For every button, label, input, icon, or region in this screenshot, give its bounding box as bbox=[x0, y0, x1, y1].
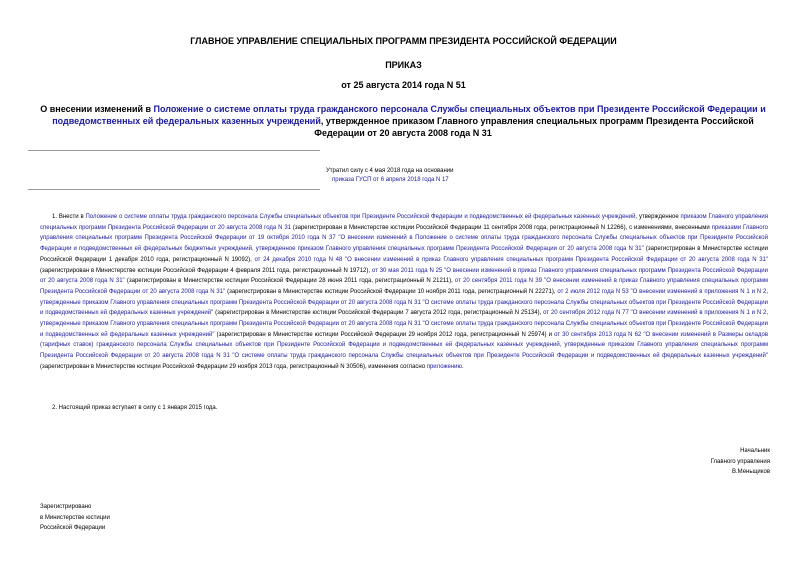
divider-line-top bbox=[28, 150, 320, 151]
signature-block bbox=[600, 446, 770, 478]
paragraph-1-text: (зарегистрирован в Министерстве юстиции Российской Федерации 29 ноября 2013 года, регистрационный N 30506), изменения согласно bbox=[40, 363, 427, 370]
registration-line-1: Зарегистрировано bbox=[40, 504, 92, 510]
paragraph-1-text: (зарегистрирован в Министерстве юстиции Российской Федерации 7 августа 2012 года, регистрационный N 25134), bbox=[213, 310, 544, 317]
paragraph-1-link[interactable]: от 24 декабря 2010 года N 48 "О внесении изменений в приказ Главного управления специальных программ Президента Российской Федерации от 20 августа 2008 года N 31" bbox=[254, 256, 768, 263]
divider-line-bottom bbox=[28, 189, 320, 190]
paragraph-1-text: . bbox=[462, 363, 464, 370]
subject-prefix: О внесении изменений в bbox=[40, 104, 154, 114]
paragraph-1-text: (зарегистрирован в Министерстве юстиции Российской Федерации 29 ноября 2012 года, регистрационный N 25974) и bbox=[214, 331, 555, 338]
paragraph-1-text: (зарегистрирован в Министерстве юстиции Российской Федерации 10 ноября 2011 года, регистрационный N 22271), bbox=[225, 288, 558, 295]
paragraph-1-link[interactable]: от 2 июля 2012 года N 53 "О внесении изменений в приложения N 1 и N 2, утвержденные приказом Главного управления специальных программ Президента Российской Федерации от 20 августа 2008 года N 31 "О системе оплаты труда гражданского персонала Службы специальных объектов при Президенте Российской Федерации и подведомственных ей федеральных казенных учреждений" bbox=[40, 288, 768, 317]
signature-position: Начальник bbox=[740, 448, 770, 454]
repeal-status-note bbox=[326, 167, 526, 185]
paragraph-1-text: 1. Внести в bbox=[52, 214, 86, 220]
registration-line-3: Российской Федерации bbox=[40, 525, 106, 531]
paragraph-1-link[interactable]: от 30 сентября 2013 года N 62 "О внесении изменений в Размеры окладов (тарифных ставок) гражданского персонала Службы специальных объектов при Президенте Российской Федерации и подведомственных ей федеральных казенных учреждений, утвержденные приказом Главного управления специальных программ Президента Российской Федерации от 20 августа 2008 года N 31 "О системе оплаты труда гражданского персонала Службы специальных объектов при Президенте Российской Федерации и подведомственных ей федеральных казенных учреждений" bbox=[40, 331, 769, 360]
repeal-order-link[interactable]: приказа ГУСП от 6 апреля 2018 года N 17 bbox=[332, 177, 449, 183]
paragraph-1-text: , утвержденное bbox=[635, 214, 681, 220]
paragraph-1-text: (зарегистрирован в Министерстве юстиции Российской Федерации 4 февраля 2011 года, регистрационный N 19712), bbox=[40, 267, 372, 274]
signature-department: Главного управления bbox=[710, 458, 770, 465]
order-date-number: от 25 августа 2014 года N 51 bbox=[341, 80, 466, 90]
paragraph-1-link[interactable]: приказами Главного управления специальных программ Президента Российской Федерации от 19 октября 2010 года N 37 "О внесении изменений в Положение о системе оплаты труда гражданского персонала Службы специальных объектов при Президенте Российской Федерации и подведомственных ей федеральных бюджетных учреждений, утвержденное приказом Главного управления специальных программ Президента Российской Федерации от 20 августа 2008 года N 31" bbox=[40, 224, 768, 253]
paragraph-1-text: (зарегистрирован в Министерстве юстиции Российской Федерации 1 декабря 2010 года, регистрационный N 19092), bbox=[40, 246, 768, 263]
repeal-status-text: Утратил силу с 4 мая 2018 года на основании bbox=[326, 168, 454, 174]
document-type: ПРИКАЗ bbox=[385, 60, 422, 70]
header-title: ГЛАВНОЕ УПРАВЛЕНИЕ СПЕЦИАЛЬНЫХ ПРОГРАММ ПРЕЗИДЕНТА РОССИЙСКОЙ ФЕДЕРАЦИИ bbox=[190, 36, 617, 46]
paragraph-1-link[interactable]: от 20 сентября 2012 года N 77 "О внесении изменений в приложения N 1 и N 2, утвержденные приказом Главного управления специальных программ Президента Российской Федерации от 20 августа 2008 года N 31 "О системе оплаты труда гражданского персонала Службы специальных объектов при Президенте Российской Федерации и подведомственных ей федеральных казенных учреждений" bbox=[40, 310, 768, 338]
paragraph-1-link[interactable]: приложению bbox=[426, 363, 463, 370]
paragraph-1-link[interactable]: от 20 сентября 2011 года N 39 "О внесении изменений в приказ Главного управления специальных программ Президента Российской Федерации от 20 августа 2008 года N 31" bbox=[40, 278, 768, 295]
subject-suffix: , утвержденное приказом Главного управления специальных программ Президента Российской Федерации от 20 августа 2008 года N 31 bbox=[314, 116, 754, 138]
paragraph-1-link[interactable]: Положение о системе оплаты труда гражданского персонала Службы специальных объектов при Президенте Российской Федерации и подведомственных ей федеральных казенных учреждений bbox=[85, 214, 636, 220]
paragraph-1-text: (зарегистрирован в Министерстве юстиции Российской Федерации 28 июня 2011 года, регистрационный N 21211), bbox=[124, 278, 455, 285]
paragraph-1-text: (зарегистрирован в Министерстве юстиции Российской Федерации 11 сентября 2008 года, регистрационный N 12266), с изменениями, внесенными bbox=[291, 224, 712, 231]
order-subject bbox=[28, 103, 778, 139]
paragraph-1-link[interactable]: приказом Главного управления специальных программ Президента Российской Федерации от 20 августа 2008 года N 31 bbox=[40, 214, 768, 231]
paragraph-1 bbox=[40, 212, 768, 373]
registration-note bbox=[40, 502, 240, 534]
paragraph-1-link[interactable]: от 30 мая 2011 года N 25 "О внесении изменений в приказ Главного управления специальных программ Президента Российской Федерации от 20 августа 2008 года N 31" bbox=[40, 267, 768, 285]
registration-line-2: в Министерстве юстиции bbox=[40, 514, 110, 521]
signature-name: В.Меньщиков bbox=[731, 469, 770, 475]
paragraph-2: 2. Настоящий приказ вступает в силу с 1 января 2015 года. bbox=[52, 405, 218, 411]
subject-regulation-link[interactable]: Положение о системе оплаты труда гражданского персонала Службы специальных объектов при Президенте Российской Федерации и подведомственных ей федеральных казенных учреждений bbox=[52, 104, 766, 126]
